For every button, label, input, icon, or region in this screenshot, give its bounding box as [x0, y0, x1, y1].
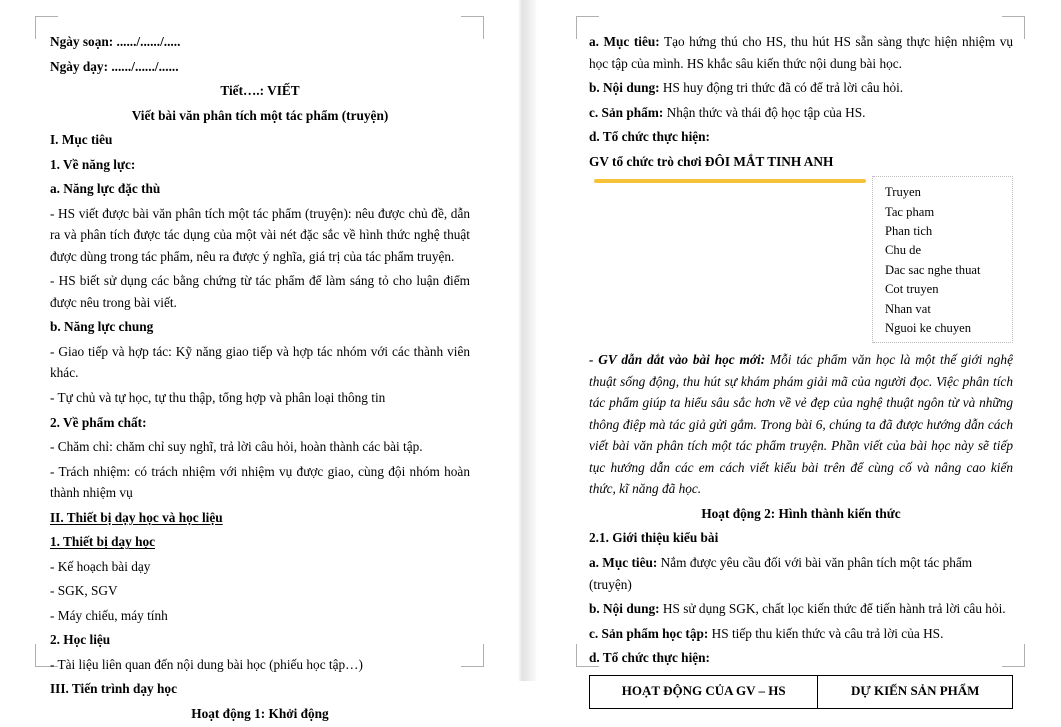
product-c2: c. Sản phẩm học tập: HS tiếp thu kiến thức và câu trả lời của HS.: [589, 625, 944, 641]
list-item: Tac pham: [885, 204, 935, 219]
heading-sub-1: 1. Về năng lực:: [50, 156, 136, 172]
date-taught: Ngày dạy: ....../....../......: [50, 58, 179, 74]
document-page-left: [0, 0, 518, 721]
paragraph-2-2: - Trách nhiệm: có trách nhiệm với nhiệm vụ được giao, cùng đội nhóm hoàn thành nhiệm vụ: [50, 463, 470, 501]
list-item: Truyen: [885, 185, 921, 200]
keyword-list-cell: [873, 176, 1013, 343]
heading-section-i: I. Mục tiêu: [50, 132, 113, 148]
heading-section-ii: II. Thiết bị dạy học và học liệu: [50, 509, 223, 525]
worksheet-image: [594, 179, 866, 183]
heading-sub-2-1: 2.1. Giới thiệu kiểu bài: [589, 530, 719, 546]
table-row: [590, 675, 1013, 708]
document-page-right: [537, 0, 1061, 699]
lesson-title: Viết bài văn phân tích một tác phẩm (truyện): [131, 107, 389, 123]
lesson-number: Tiết….: VIẾT: [220, 83, 300, 99]
list-item: Dac sac nghe thuat: [885, 262, 981, 277]
page-right-text-body: [589, 31, 1013, 709]
paragraph-1b-2: - Tự chủ và tự học, tự thu thập, tổng hợp và phân loại thông tin: [50, 389, 386, 405]
content-b2: b. Nội dung: HS sử dụng SGK, chất lọc kiến thức để tiến hành trả lời câu hỏi.: [589, 601, 1006, 617]
table-header-gv-hs: HOẠT ĐỘNG CỦA GV – HS: [590, 675, 818, 708]
organize-d2: d. Tổ chức thực hiện:: [589, 650, 710, 666]
activity-2-heading: Hoạt động 2: Hình thành kiến thức: [701, 505, 901, 521]
worksheet-block: [589, 176, 1013, 343]
list-item: Cot truyen: [885, 282, 939, 297]
product-c: c. Sản phẩm: Nhận thức và thái độ học tập của HS.: [589, 104, 866, 120]
page-gutter: [518, 0, 537, 681]
organize-d: d. Tổ chức thực hiện:: [589, 129, 710, 145]
material-item-1: - Tài liệu liên quan đến nội dung bài học (phiếu học tập…): [50, 656, 363, 672]
heading-sub-ii-2: 2. Học liệu: [50, 632, 111, 648]
worksheet-image-cell: [589, 176, 873, 343]
heading-sub-1b: b. Năng lực chung: [50, 319, 154, 335]
objective-a2: a. Mục tiêu: Nắm được yêu cầu đối với bài văn phân tích một tác phẩm (truyện): [589, 554, 973, 592]
heading-sub-ii-1: 1. Thiết bị dạy học: [50, 534, 156, 550]
heading-section-iii: III. Tiến trình dạy học: [50, 681, 177, 697]
paragraph-1b-1: - Giao tiếp và hợp tác: Kỹ năng giao tiếp và hợp tác nhóm với các thành viên khác.: [50, 343, 470, 381]
list-item: Nguoi ke chuyen: [885, 321, 972, 336]
page-left-text-body: [50, 31, 470, 727]
heading-sub-2: 2. Về phẩm chất:: [50, 414, 147, 430]
heading-sub-1a: a. Năng lực đặc thù: [50, 181, 161, 197]
list-item: Phan tich: [885, 224, 933, 238]
activity-1-heading: Hoạt động 1: Khởi động: [191, 705, 329, 721]
objective-a: a. Mục tiêu: Tạo hứng thú cho HS, thu hút HS sẵn sàng thực hiện nhiệm vụ học tập của mình. HS khắc sâu kiến thức nội dung bài học.: [589, 34, 1013, 71]
equipment-item-2: - SGK, SGV: [50, 583, 118, 599]
date-prepared: Ngày soạn: ....../....../.....: [50, 34, 181, 49]
table-header-product: DỰ KIẾN SẢN PHẨM: [818, 675, 1013, 708]
list-item: Nhan vat: [885, 301, 931, 316]
equipment-item-3: - Máy chiếu, máy tính: [50, 607, 168, 623]
content-b: b. Nội dung: HS huy động tri thức đã có để trả lời câu hỏi.: [589, 80, 904, 96]
gv-hs-table: [589, 675, 1013, 709]
equipment-item-1: - Kế hoạch bài dạy: [50, 558, 151, 574]
paragraph-1a-1: - HS viết được bài văn phân tích một tác phẩm (truyện): nêu được chủ đề, dẫn ra và phân tích được tác dụng của một vài nét đặc sắc về hình thức nghệ thuật được dùng trong tác phẩm, nêu ra được ý nghĩa, giá trị của tác phẩm truyện.: [50, 205, 470, 264]
gv-lead-paragraph: - GV dẫn dắt vào bài học mới: Mỗi tác phẩm văn học là một thế giới nghệ thuật sống động, thu hút sự khám phám giải mã của người đọc. Việc phân tích tác phẩm giúp ta hiểu sâu sắc hơn về vẻ đẹp của nghệ thuật ngôn từ và những thông điệp mà tác giả gửi gắm. Trong bài 6, chúng ta đã được hướng dẫn cách viết bài văn phân tích một tác phẩm truyện. Phần viết của bài học này sẽ tiếp tục hướng dẫn các em cách viết kiểu bài trên để cùng cố và nâng cao kiến thức, kĩ năng đã học.: [589, 352, 1013, 497]
game-intro: GV tổ chức trò chơi ĐÔI MẮT TINH ANH: [589, 153, 834, 169]
list-item: Chu de: [885, 243, 922, 258]
paragraph-1a-2: - HS biết sử dụng các bằng chứng từ tác phẩm để làm sáng tỏ cho luận điểm được nêu trong bài viết.: [50, 273, 470, 310]
paragraph-2-1: - Chăm chỉ: chăm chỉ suy nghĩ, trả lời câu hỏi, hoàn thành các bài tập.: [50, 439, 423, 455]
